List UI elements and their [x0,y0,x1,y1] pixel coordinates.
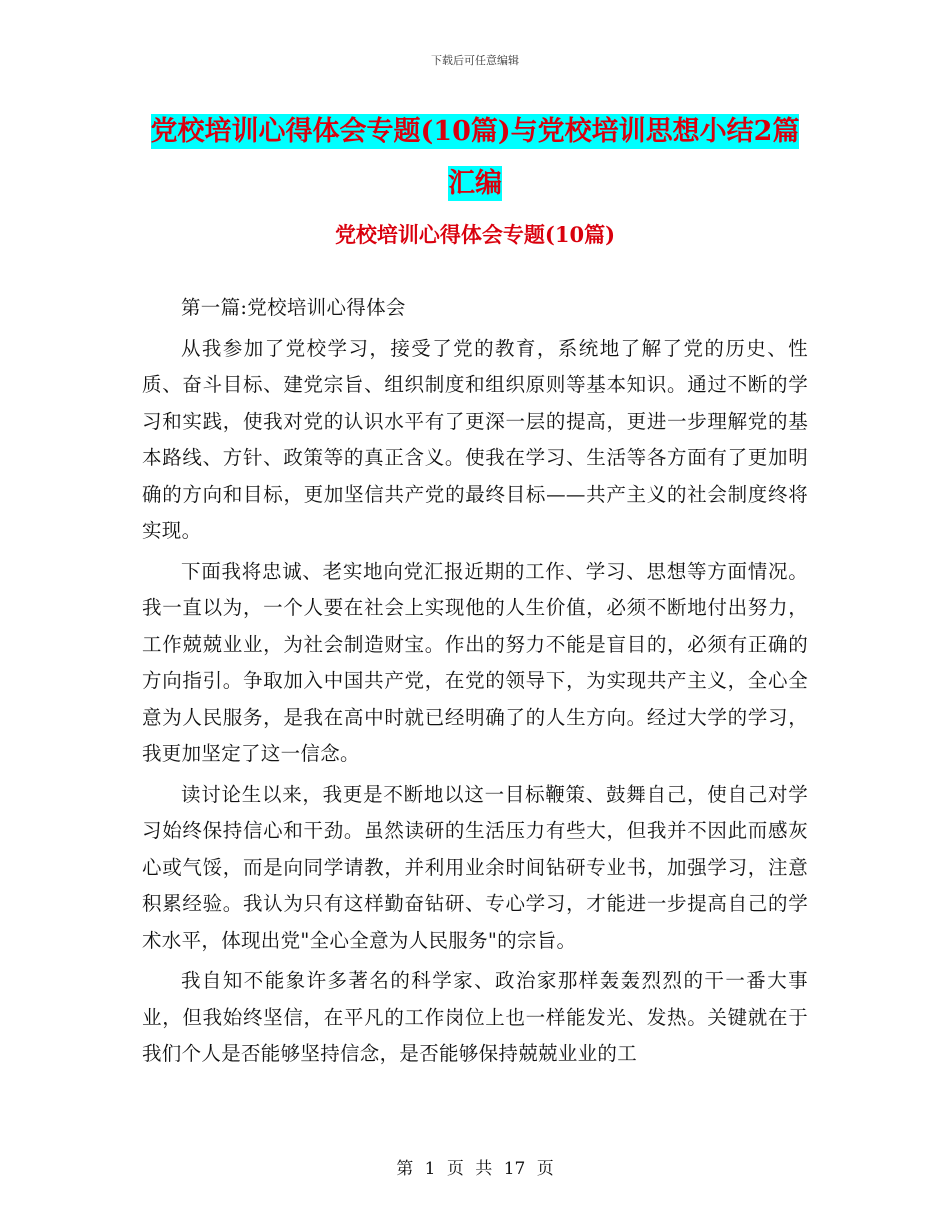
page-footer: 第 1 页 共 17 页 [396,1159,554,1179]
paragraph-3: 读讨论生以来，我更是不断地以这一目标鞭策、鼓舞自己，使自己对学习始终保持信心和干劲。虽然读研的生活压力有些大，但我并不因此而感灰心或气馁，而是向同学请教，并利用业余时间钻研专业书，加强学习，注意积累经验。我认为只有这样勤奋钻研、专心学习，才能进一步提高自己的学术水平，体现出党"全心全意为人民服务"的宗旨。 [142,782,808,952]
header-note: 下载后可任意编辑 [431,54,519,67]
document-body [142,290,808,1073]
paragraph-2: 下面我将忠诚、老实地向党汇报近期的工作、学习、思想等方面情况。我一直以为，一个人要在社会上实现他的人生价值，必须不断地付出努力，工作兢兢业业，为社会制造财宝。作出的努力不能是盲目的，必须有正确的方向指引。争取加入中国共产党，在党的领导下，为实现共产主义，全心全意为人民服务，是我在高中时就已经明确了的人生方向。经过大学的学习，我更加坚定了这一信念。 [142,559,808,765]
paragraph-4: 我自知不能象许多著名的科学家、政治家那样轰轰烈烈的干一番大事业，但我始终坚信，在平凡的工作岗位上也一样能发光、发热。关键就在于我们个人是否能够坚持信念，是否能够保持兢兢业业的工 [142,969,808,1065]
paragraph-1: 从我参加了党校学习，接受了党的教育，系统地了解了党的历史、性质、奋斗目标、建党宗旨、组织制度和组织原则等基本知识。通过不断的学习和实践，使我对党的认识水平有了更深一层的提高，更进一步理解党的基本路线、方针、政策等的真正含义。使我在学习、生活等各方面有了更加明确的方向和目标，更加坚信共产党的最终目标——共产主义的社会制度终将实现。 [142,336,808,542]
document-title [140,106,810,210]
section-title: 党校培训心得体会专题(10篇) [334,222,616,247]
article-heading: 第一篇:党校培训心得体会 [181,296,406,319]
document-title-text: 党校培训心得体会专题(10篇)与党校培训思想小结2篇汇编 [150,116,800,199]
